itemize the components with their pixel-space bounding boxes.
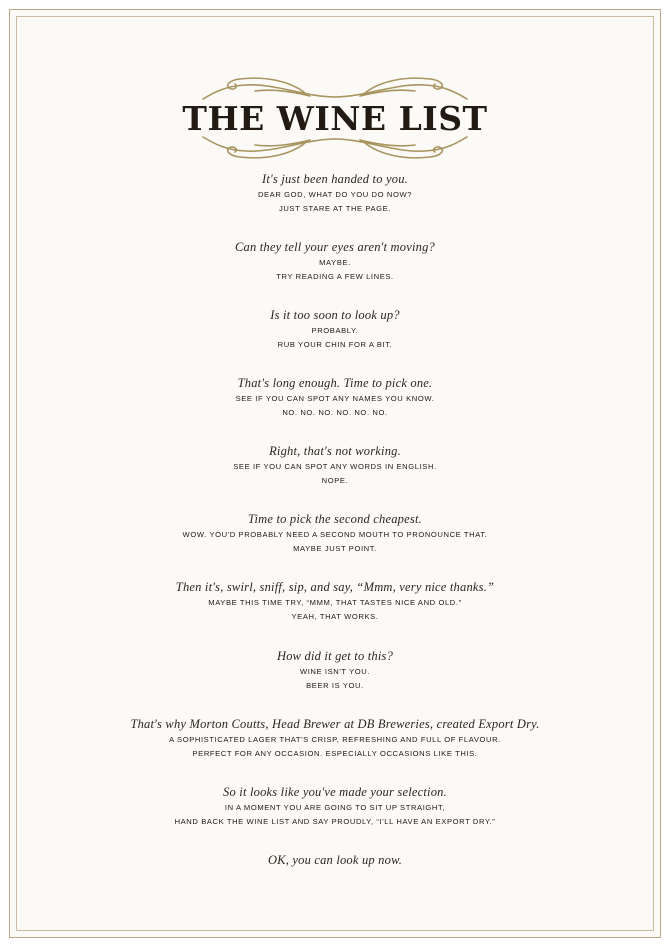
section-answer-line: WINE ISN'T YOU. [299,667,371,676]
section-11 [0,851,670,869]
section-question: That's why Morton Coutts, Head Brewer at DB Breweries, created Export Dry. [130,717,540,731]
section-question: Right, that's not working. [269,444,401,458]
section-answer-line: BEER IS YOU. [306,681,364,690]
section-8 [0,647,670,693]
section-answer-line: PERFECT FOR ANY OCCASION. ESPECIALLY OCCASIONS LIKE THIS. [192,749,478,758]
section-4 [0,374,670,420]
section-answer-line: TRY READING A FEW LINES. [276,272,394,281]
section-question: That's long enough. Time to pick one. [237,376,433,390]
section-answer-line: NOPE. [321,476,349,485]
section-answer-line: SEE IF YOU CAN SPOT ANY WORDS IN ENGLISH. [233,462,437,471]
section-2 [0,238,670,284]
section-answer-line: MAYBE. [319,258,351,267]
bottom-flourish-ornament [195,133,475,163]
section-question: Can they tell your eyes aren't moving? [234,240,436,254]
section-answer-line: A SOPHISTICATED LAGER THAT'S CRISP, REFRESHING AND FULL OF FLAVOUR. [169,735,501,744]
section-question: How did it get to this? [276,649,394,663]
section-question: Time to pick the second cheapest. [248,512,422,526]
section-answer-line: YEAH, THAT WORKS. [291,612,379,621]
section-question: Is it too soon to look up? [270,308,400,322]
section-answer-line: RUB YOUR CHIN FOR A BIT. [277,340,393,349]
closing-line: OK, you can look up now. [267,853,403,867]
section-answer-line: NO. NO. NO. NO. NO. NO. [282,408,388,417]
section-answer-line: JUST STARE AT THE PAGE. [278,204,392,213]
poster-title: THE WINE LIST [182,99,488,138]
section-answer-line: WOW. YOU'D PROBABLY NEED A SECOND MOUTH TO PRONOUNCE THAT. [182,530,488,539]
section-answer-line: MAYBE THIS TIME TRY, “MMM, THAT TASTES NICE AND OLD.” [208,598,462,607]
section-answer-line: IN A MOMENT YOU ARE GOING TO SIT UP STRAIGHT, [224,803,446,812]
section-9 [0,715,670,761]
section-10 [0,783,670,829]
section-answer-line: PROBABLY. [311,326,359,335]
section-question: Then it's, swirl, sniff, sip, and say, “Mmm, very nice thanks.” [175,580,495,594]
section-answer-line: SEE IF YOU CAN SPOT ANY NAMES YOU KNOW. [235,394,435,403]
title-block [0,70,670,166]
section-7 [0,578,670,624]
section-answer-line: MAYBE JUST POINT. [293,544,377,553]
section-5 [0,442,670,488]
section-question: So it looks like you've made your selection. [223,785,447,799]
section-6 [0,510,670,556]
section-question: It's just been handed to you. [262,172,408,186]
section-answer-line: HAND BACK THE WINE LIST AND SAY PROUDLY, “I'LL HAVE AN EXPORT DRY.” [174,817,496,826]
section-3 [0,306,670,352]
section-answer-line: DEAR GOD, WHAT DO YOU DO NOW? [257,190,413,199]
section-1 [0,170,670,216]
